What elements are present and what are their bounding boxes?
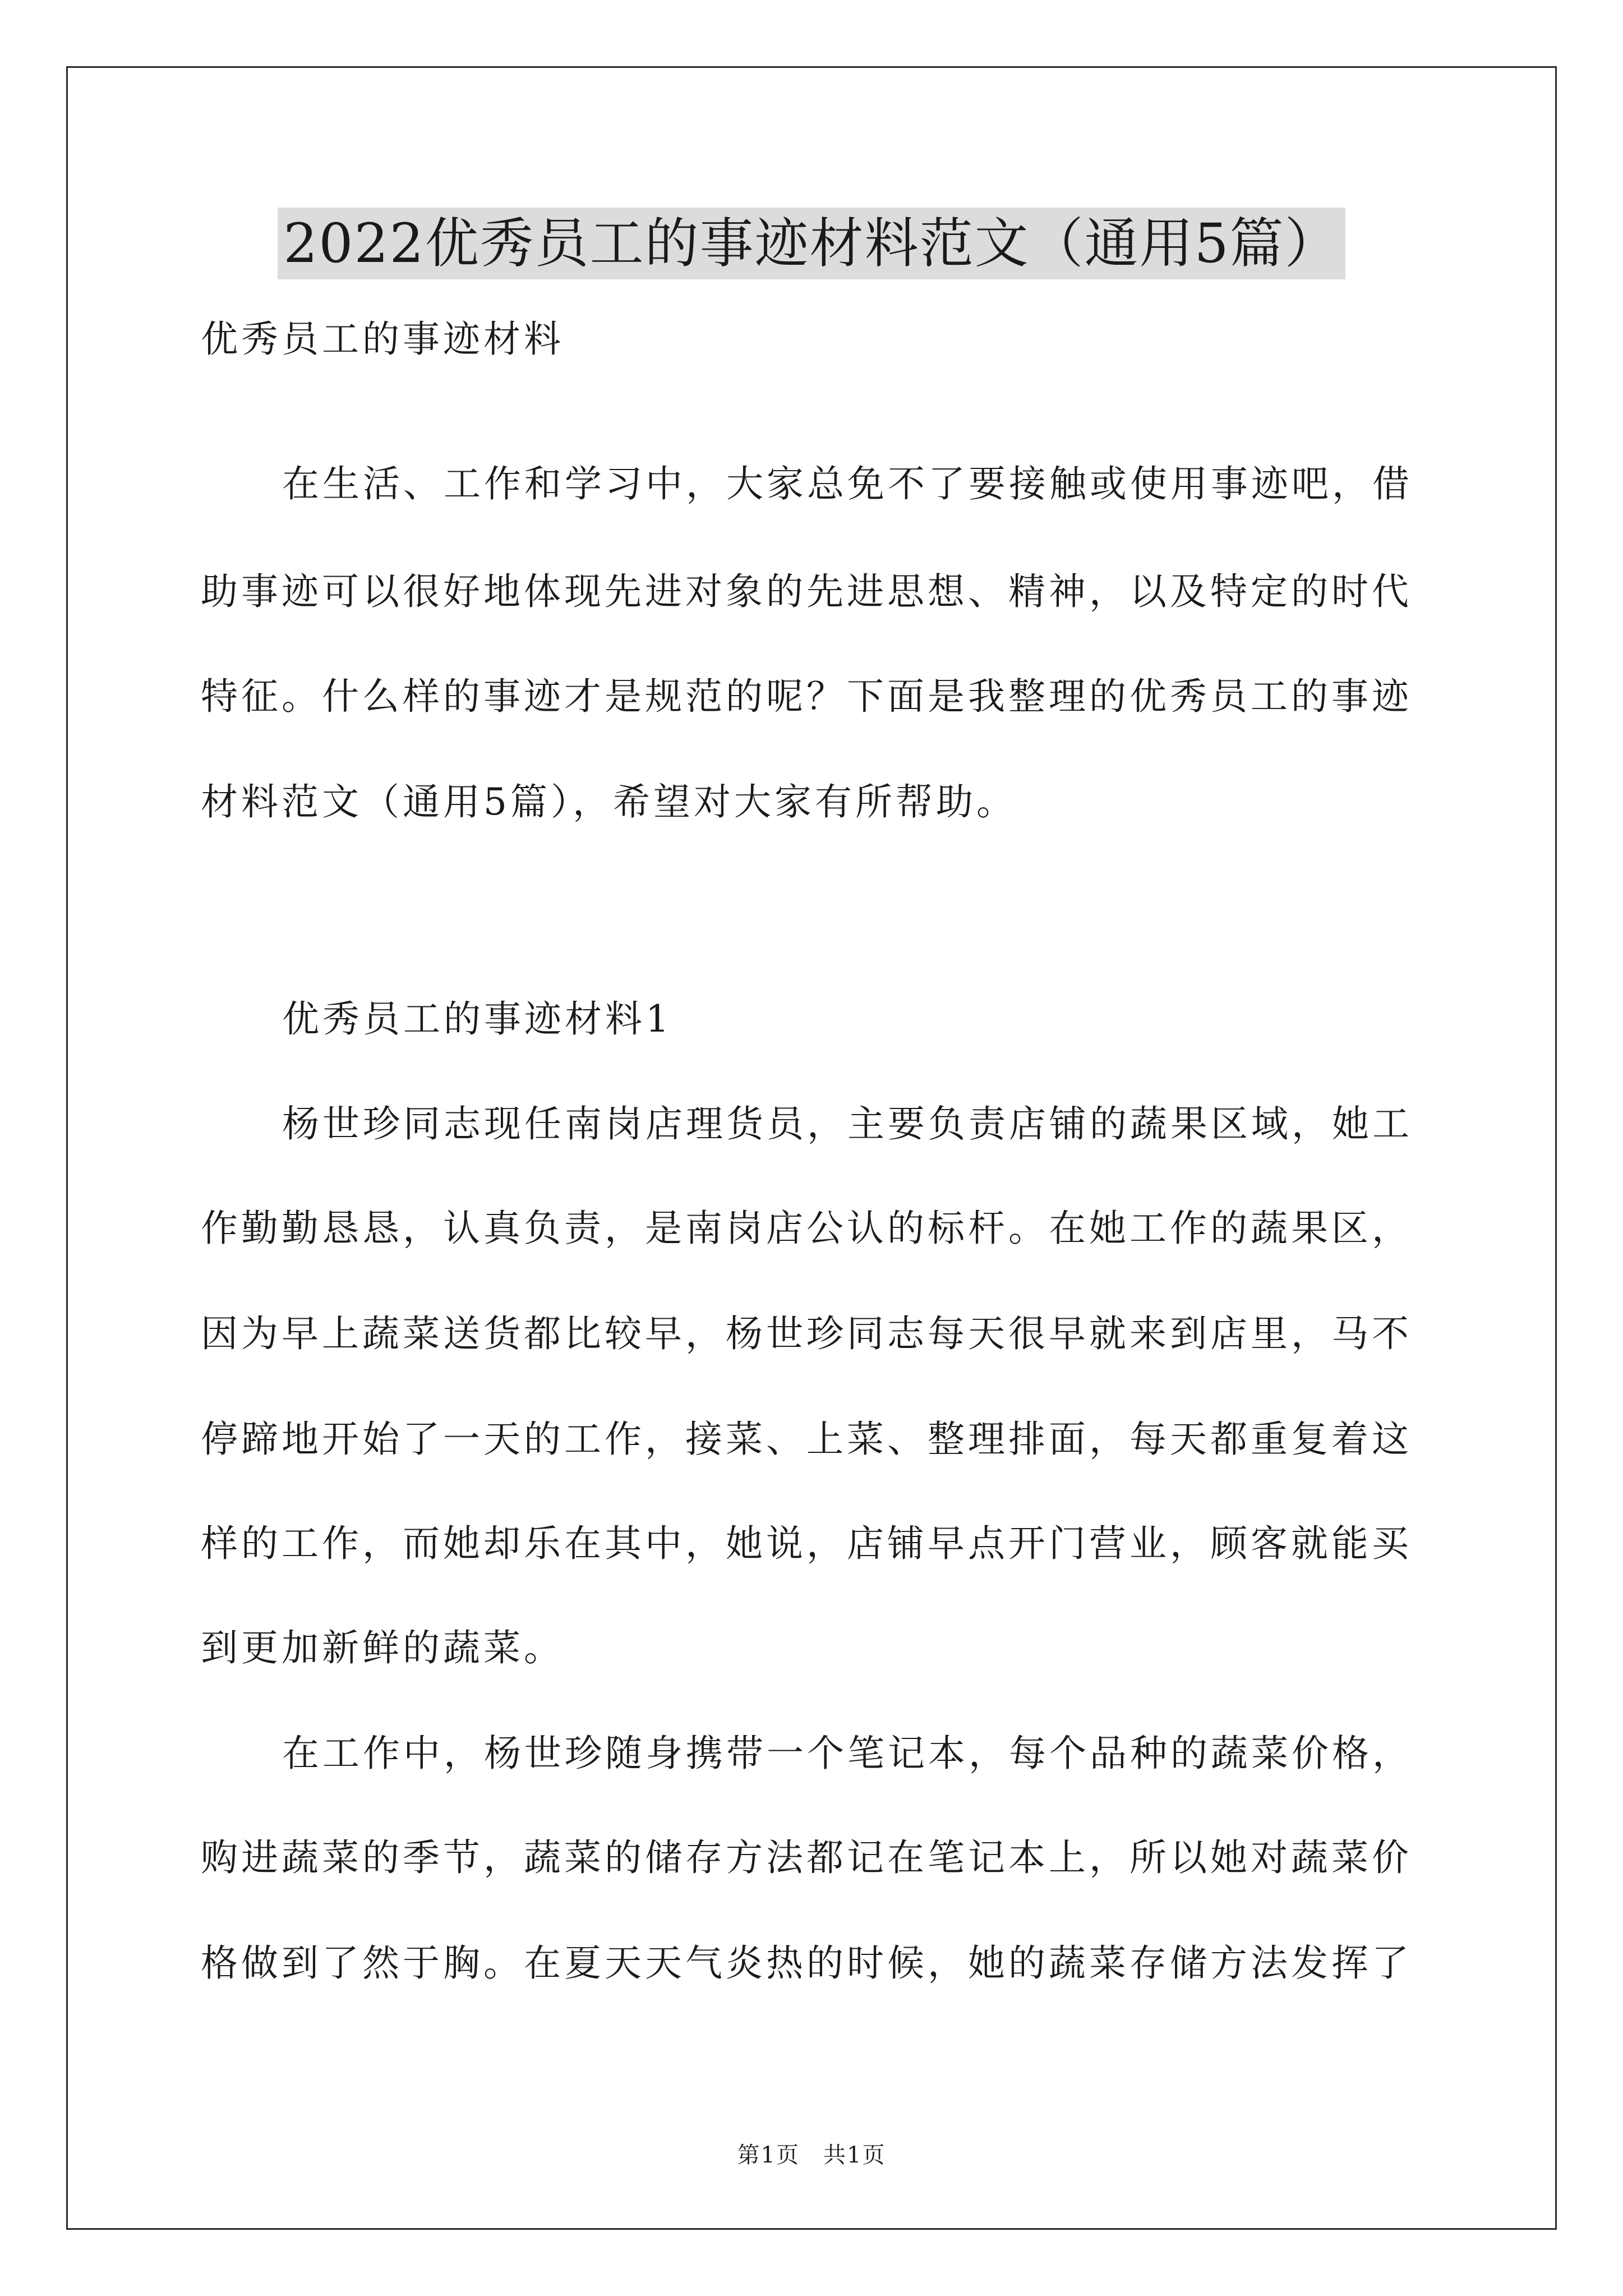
paragraph-line: 作勤勤恳恳，认真负责，是南岗店公认的标杆。在她工作的蔬果区， bbox=[201, 1207, 1412, 1250]
paragraph-line: 购进蔬菜的季节，蔬菜的储存方法都记在笔记本上，所以她对蔬菜价 bbox=[201, 1836, 1412, 1879]
paragraph-line: 停蹄地开始了一天的工作，接菜、上菜、整理排面，每天都重复着这 bbox=[201, 1418, 1412, 1461]
paragraph-line: 杨世珍同志现任南岗店理货员，主要负责店铺的蔬果区域，她工 bbox=[282, 1102, 1413, 1145]
paragraph-line: 特征。什么样的事迹才是规范的呢？下面是我整理的优秀员工的事迹 bbox=[201, 675, 1412, 718]
paragraph-line: 格做到了然于胸。在夏天天气炎热的时候，她的蔬菜存储方法发挥了 bbox=[201, 1941, 1412, 1985]
paragraph-line: 在工作中，杨世珍随身携带一个笔记本，每个品种的蔬菜价格， bbox=[282, 1732, 1413, 1775]
page-border bbox=[66, 66, 1557, 2230]
page-footer: 第1页 共1页 bbox=[737, 2142, 886, 2168]
paragraph-line: 材料范文（通用5篇），希望对大家有所帮助。 bbox=[201, 780, 1017, 823]
paragraph-line: 到更加新鲜的蔬菜。 bbox=[201, 1626, 564, 1669]
document-title: 2022优秀员工的事迹材料范文（通用5篇） bbox=[278, 208, 1345, 279]
paragraph-line: 因为早上蔬菜送货都比较早，杨世珍同志每天很早就来到店里，马不 bbox=[201, 1312, 1412, 1355]
paragraph-line: 在生活、工作和学习中，大家总免不了要接触或使用事迹吧，借 bbox=[282, 462, 1413, 505]
paragraph-line: 助事迹可以很好地体现先进对象的先进思想、精神，以及特定的时代 bbox=[201, 570, 1412, 613]
title-container bbox=[0, 208, 1623, 279]
section-heading: 优秀员工的事迹材料 bbox=[201, 318, 564, 361]
subsection-heading: 优秀员工的事迹材料1 bbox=[282, 997, 672, 1041]
paragraph-line: 样的工作，而她却乐在其中，她说，店铺早点开门营业，顾客就能买 bbox=[201, 1522, 1412, 1565]
